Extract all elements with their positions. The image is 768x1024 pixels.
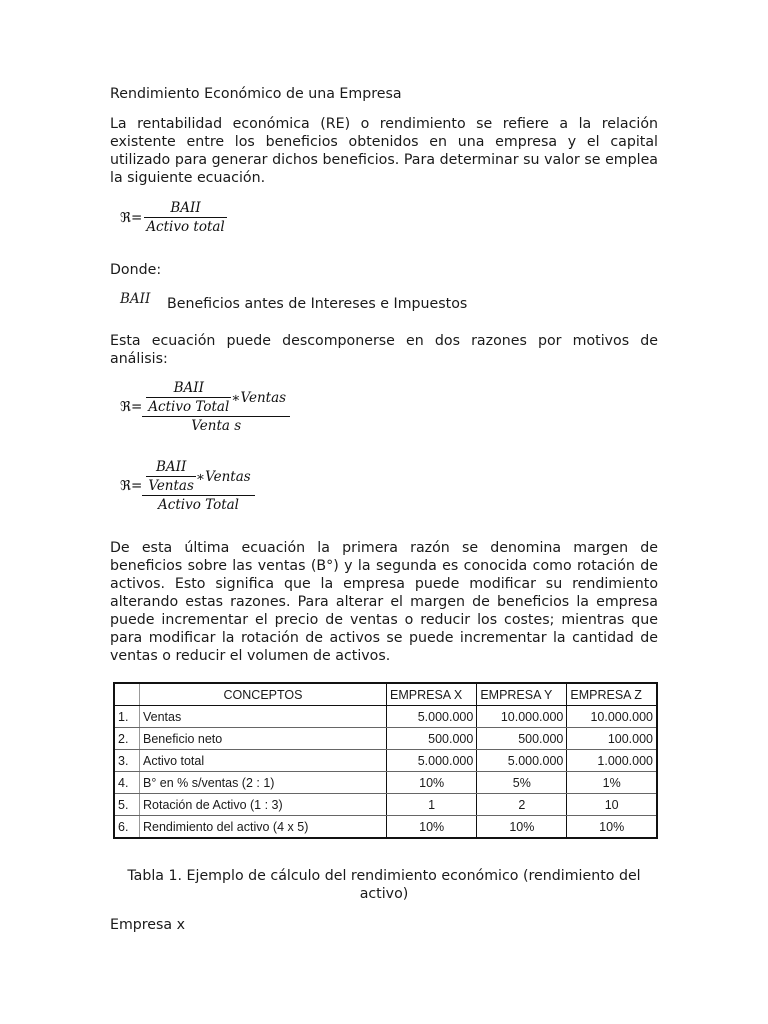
explanation-paragraph: De esta última ecuación la primera razón se denomina margen de beneficios sobre las ventas (B°) y la segunda es conocida como rotación de activos. Esto significa que la empresa puede modificar su rendimiento alterando estas razones. Para alterar el margen de beneficios la empresa puede incrementar el precio de ventas o reducir los costes; mientras que para modificar la rotación de activos se puede incrementar la cantidad de ventas o reducir el volumen de activos. (110, 540, 658, 664)
row-value-y: 10% (477, 816, 567, 839)
row-value-z: 10 (567, 794, 657, 816)
row-number: 1. (114, 706, 140, 728)
intro-paragraph: La rentabilidad económica (RE) o rendimiento se refiere a la relación existente entre los beneficios obtenidos en una empresa y el capital utilizado para generar dichos beneficios. Para determinar su valor se emplea la siguiente ecuación. (110, 116, 658, 186)
row-value-z: 10% (567, 816, 657, 839)
table-header-row (114, 683, 657, 706)
eq3-symbol: ℜ= (120, 478, 143, 494)
row-value-y: 10.000.000 (477, 706, 567, 728)
row-value-y: 2 (477, 794, 567, 816)
eq2-inner-fraction (146, 380, 231, 415)
decomposition-paragraph: Esta ecuación puede descomponerse en dos razones por motivos de análisis: (110, 333, 658, 367)
equation-2 (120, 380, 288, 434)
section-label-empresa-x: Empresa x (110, 917, 186, 933)
eq2-numerator (144, 380, 288, 416)
eq3-inner-fraction (146, 459, 196, 494)
row-value-x: 5.000.000 (387, 750, 477, 772)
eq3-inner-numerator: BAII (155, 459, 187, 475)
equation-1 (120, 200, 227, 235)
table-row (114, 816, 657, 839)
row-number: 6. (114, 816, 140, 839)
row-value-x: 10% (387, 816, 477, 839)
row-concept: Activo total (140, 750, 387, 772)
eq2-times-ventas: ∗Ventas (231, 389, 287, 406)
equation-3 (120, 459, 253, 513)
economic-performance-table (113, 682, 658, 839)
table-row (114, 772, 657, 794)
baii-term: BAII (120, 291, 151, 307)
header-empresa-y: EMPRESA Y (477, 683, 567, 706)
row-number: 2. (114, 728, 140, 750)
baii-description: Beneficios antes de Intereses e Impuestos (167, 296, 468, 312)
table-row (114, 750, 657, 772)
row-value-x: 10% (387, 772, 477, 794)
table-row (114, 794, 657, 816)
eq2-inner-denominator: Activo Total (148, 399, 230, 415)
eq1-symbol: ℜ= (120, 209, 143, 226)
eq3-fraction (144, 459, 252, 513)
row-value-x: 500.000 (387, 728, 477, 750)
row-value-y: 5% (477, 772, 567, 794)
row-concept: Rotación de Activo (1 : 3) (140, 794, 387, 816)
eq3-inner-denominator: Ventas (148, 478, 194, 494)
table-caption: Tabla 1. Ejemplo de cálculo del rendimiento económico (rendimiento del activo) (127, 868, 641, 902)
eq2-denominator: Venta s (142, 416, 290, 434)
row-number: 4. (114, 772, 140, 794)
row-value-x: 1 (387, 794, 477, 816)
header-number-cell (114, 683, 140, 706)
table-row (114, 706, 657, 728)
eq1-numerator: BAII (170, 200, 201, 216)
eq3-denominator: Activo Total (142, 495, 254, 513)
row-number: 5. (114, 794, 140, 816)
eq2-symbol: ℜ= (120, 399, 143, 415)
row-concept: Rendimiento del activo (4 x 5) (140, 816, 387, 839)
row-concept: Ventas (140, 706, 387, 728)
document-title: Rendimiento Económico de una Empresa (110, 86, 402, 102)
header-empresa-z: EMPRESA Z (567, 683, 657, 706)
row-value-y: 5.000.000 (477, 750, 567, 772)
eq1-fraction (144, 200, 226, 235)
header-empresa-x: EMPRESA X (387, 683, 477, 706)
row-value-z: 1.000.000 (567, 750, 657, 772)
row-value-y: 500.000 (477, 728, 567, 750)
eq3-numerator (144, 459, 252, 495)
row-concept: Beneficio neto (140, 728, 387, 750)
row-number: 3. (114, 750, 140, 772)
row-value-z: 10.000.000 (567, 706, 657, 728)
row-value-z: 1% (567, 772, 657, 794)
header-concepts: CONCEPTOS (140, 683, 387, 706)
eq1-denominator: Activo total (146, 219, 225, 235)
donde-label: Donde: (110, 262, 162, 278)
row-concept: B° en % s/ventas (2 : 1) (140, 772, 387, 794)
row-value-x: 5.000.000 (387, 706, 477, 728)
eq2-fraction (144, 380, 288, 434)
table-row (114, 728, 657, 750)
eq3-times-ventas: ∗Ventas (195, 468, 251, 485)
row-value-z: 100.000 (567, 728, 657, 750)
eq2-inner-numerator: BAII (173, 380, 204, 396)
